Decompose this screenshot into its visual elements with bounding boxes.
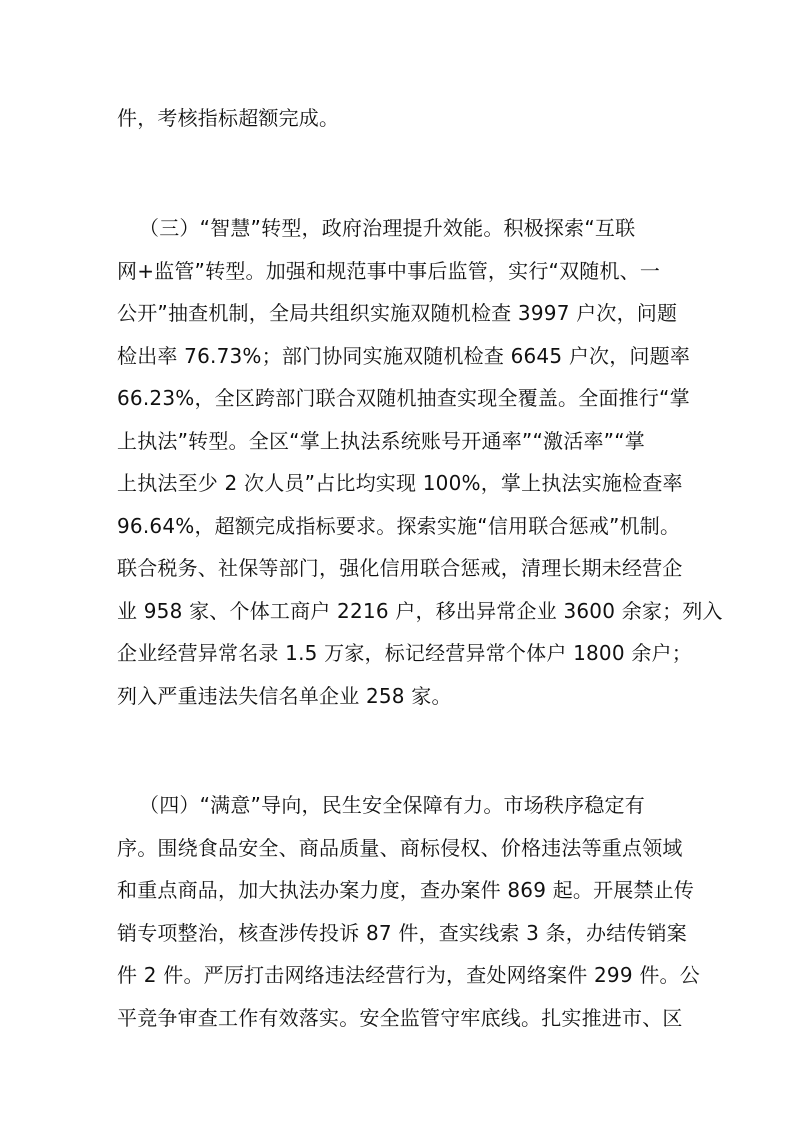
text-line: 企业经营异常名录 1.5 万家，标记经营异常个体户 1800 余户； [117, 641, 692, 665]
text-line: 联合税务、社保等部门，强化信用联合惩戒，清理长期未经营企 [117, 556, 683, 580]
text-line: 列入严重违法失信名单企业 258 家。 [117, 684, 452, 708]
text-line: 上执法”转型。全区“掌上执法系统账号开通率”“激活率”“掌 [117, 429, 645, 453]
text-line: 件 2 件。严厉打击网络违法经营行为，查处网络案件 299 件。公 [117, 963, 700, 987]
text-line: 件，考核指标超额完成。 [117, 106, 340, 130]
text-line: 66.23%，全区跨部门联合双随机抽查实现全覆盖。全面推行“掌 [117, 386, 690, 410]
text-line: 检出率 76.73%；部门协同实施双随机检查 6645 户次，问题率 [117, 344, 691, 368]
text-line: 96.64%，超额完成指标要求。探索实施“信用联合惩戒”机制。 [117, 514, 681, 538]
text-line: 公开”抽查机制，全局共组织实施双随机检查 3997 户次，问题 [117, 301, 678, 325]
text-line: 上执法至少 2 次人员”占比均实现 100%，掌上执法实施检查率 [117, 471, 683, 495]
text-line: 业 958 家、个体工商户 2216 户，移出异常企业 3600 余家；列入 [117, 599, 723, 623]
text-line: 网+监管”转型。加强和规范事中事后监管，实行“双随机、一 [117, 259, 661, 283]
text-line: 销专项整治，核查涉传投诉 87 件，查实线索 3 条，办结传销案 [117, 921, 688, 945]
text-line: 平竞争审查工作有效落实。安全监管守牢底线。扎实推进市、区 [117, 1006, 683, 1030]
text-line: （四）“满意”导向，民生安全保障有力。市场秩序稳定有 [139, 793, 645, 817]
text-line: （三）“智慧”转型，政府治理提升效能。积极探索“互联 [139, 216, 636, 240]
text-line: 序。围绕食品安全、商品质量、商标侵权、价格违法等重点领域 [117, 836, 683, 860]
text-line: 和重点商品，加大执法办案力度，查办案件 869 起。开展禁止传 [117, 878, 695, 902]
